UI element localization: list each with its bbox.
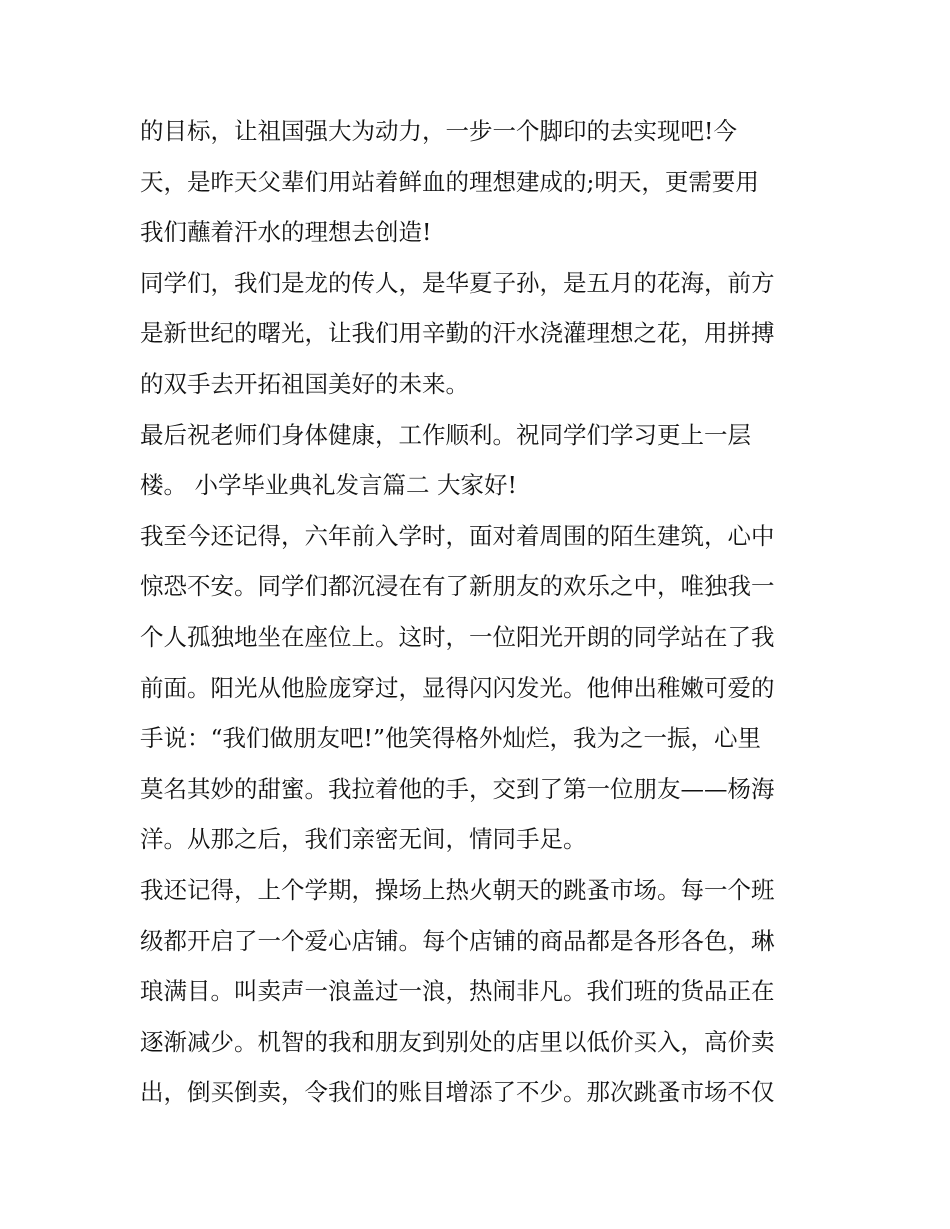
text-line: 楼。 小学毕业典礼发言篇二 大家好! [140,471,517,500]
text-line: 是新世纪的曙光，让我们用辛勤的汗水浇灌理想之花，用拼搏 [140,319,775,348]
text-line: 最后祝老师们身体健康，工作顺利。祝同学们学习更上一层 [140,420,751,449]
text-line: 个人孤独地坐在座位上。这时，一位阳光开朗的同学站在了我 [140,622,775,651]
text-line: 洋。从那之后，我们亲密无间，情同手足。 [140,825,587,854]
text-line: 的双手去开拓祖国美好的未来。 [140,369,469,398]
text-line: 的目标，让祖国强大为动力，一步一个脚印的去实现吧!今 [140,117,737,145]
text-line: 惊恐不安。同学们都沉浸在有了新朋友的欢乐之中，唯独我一 [140,572,775,601]
body-text [140,106,820,1118]
text-line: 琅满目。叫卖声一浪盖过一浪，热闹非凡。我们班的货品正在 [140,977,775,1006]
text-line: 莫名其妙的甜蜜。我拉着他的手，交到了第一位朋友——杨海 [140,774,775,803]
text-line: 我们蘸着汗水的理想去创造! [140,218,432,247]
text-line: 天，是昨天父辈们用站着鲜血的理想建成的;明天，更需要用 [140,167,759,196]
text-line: 我至今还记得，六年前入学时，面对着周围的陌生建筑，心中 [140,521,775,550]
text-line: 出，倒买倒卖，令我们的账目增添了不少。那次跳蚤市场不仅 [140,1078,775,1107]
text-line: 级都开启了一个爱心店铺。每个店铺的商品都是各形各色，琳 [140,926,775,955]
text-line: 同学们，我们是龙的传人，是华夏子孙，是五月的花海，前方 [140,268,775,297]
text-line: 逐渐减少。机智的我和朋友到别处的店里以低价买入，高价卖 [140,1027,775,1056]
text-line: 前面。阳光从他脸庞穿过，显得闪闪发光。他伸出稚嫩可爱的 [140,673,775,702]
text-line: 手说：“我们做朋友吧!”他笑得格外灿烂，我为之一振，心里 [140,724,761,753]
text-line: 我还记得，上个学期，操场上热火朝天的跳蚤市场。每一个班 [140,875,775,904]
